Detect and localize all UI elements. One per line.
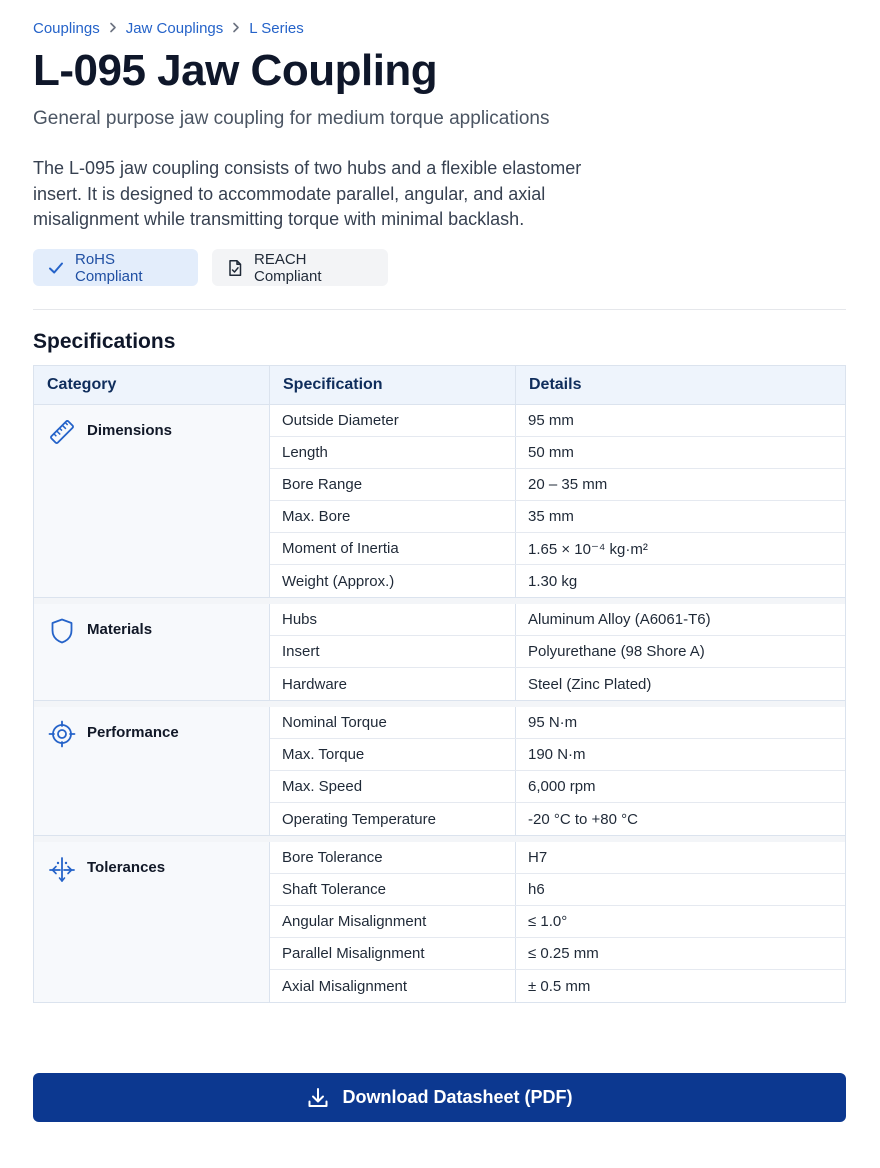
divider xyxy=(33,309,846,310)
spec-name: Length xyxy=(270,437,516,468)
table-row xyxy=(270,501,845,533)
column-header-specification: Specification xyxy=(270,366,516,404)
page-subtitle: General purpose jaw coupling for medium torque applications xyxy=(33,108,550,129)
table-row xyxy=(270,469,845,501)
spec-group-performance xyxy=(34,701,845,836)
table-row xyxy=(270,437,845,469)
chevron-right-icon xyxy=(229,21,243,36)
breadcrumb-link-jaw-couplings[interactable]: Jaw Couplings xyxy=(125,20,224,37)
spec-group-dimensions xyxy=(34,405,845,598)
spec-value: ± 0.5 mm xyxy=(528,977,591,995)
table-row xyxy=(270,604,845,636)
chevron-right-icon xyxy=(106,21,120,36)
spec-value: 95 mm xyxy=(528,412,574,429)
spec-value: Steel (Zinc Plated) xyxy=(528,675,652,693)
table-row xyxy=(270,803,845,835)
table-row xyxy=(270,906,845,938)
spec-value: H7 xyxy=(528,849,548,866)
table-row xyxy=(270,842,845,874)
category-label: Performance xyxy=(87,724,179,741)
spec-name: Operating Temperature xyxy=(270,803,516,835)
category-cell xyxy=(34,842,270,1002)
spec-group-materials xyxy=(34,598,845,701)
reach-badge xyxy=(212,249,388,286)
spec-value: ≤ 1.0° xyxy=(528,913,568,930)
breadcrumb-link-l-series[interactable]: L Series xyxy=(249,20,304,37)
table-row xyxy=(270,636,845,668)
ruler-icon xyxy=(47,417,77,447)
spec-name: Weight (Approx.) xyxy=(270,565,516,597)
table-row xyxy=(270,739,845,771)
download-datasheet-button[interactable] xyxy=(33,1073,846,1122)
reach-badge-label: REACH Compliant xyxy=(254,250,322,285)
spec-value: Aluminum Alloy (A6061-T6) xyxy=(528,611,711,628)
category-label: Materials xyxy=(87,621,153,638)
spec-value: 190 N·m xyxy=(528,746,586,763)
product-description: The L-095 jaw coupling consists of two hubs and a flexible elastomer insert. It is designed to accommodate parallel, angular, and axial misalignment while transmitting torque with minimal backlash. xyxy=(33,158,582,229)
spec-name: Outside Diameter xyxy=(270,405,516,436)
spec-value: 20 – 35 mm xyxy=(528,476,608,493)
column-header-category: Category xyxy=(34,366,270,404)
spec-name: Bore Tolerance xyxy=(270,842,516,873)
check-icon xyxy=(47,259,65,277)
table-row xyxy=(270,405,845,437)
download-icon xyxy=(306,1086,330,1110)
table-row xyxy=(270,874,845,906)
spec-name: Parallel Misalignment xyxy=(270,938,516,969)
spec-value: h6 xyxy=(528,881,545,898)
spec-name: Max. Torque xyxy=(270,739,516,770)
table-row xyxy=(270,771,845,803)
compliance-badges xyxy=(33,249,388,286)
table-row xyxy=(270,565,845,597)
rohs-badge xyxy=(33,249,198,286)
breadcrumb xyxy=(33,20,304,37)
download-button-label: Download Datasheet (PDF) xyxy=(342,1087,573,1107)
tolerance-icon xyxy=(47,854,77,884)
spec-name: Max. Speed xyxy=(270,771,516,802)
spec-name: Hubs xyxy=(270,604,516,635)
spec-name: Nominal Torque xyxy=(270,707,516,738)
table-row xyxy=(270,707,845,739)
target-icon xyxy=(47,719,77,749)
table-row xyxy=(270,970,845,1002)
spec-group-tolerances xyxy=(34,836,845,1002)
specifications-heading: Specifications xyxy=(33,330,176,353)
document-icon xyxy=(226,259,244,277)
breadcrumb-link-couplings[interactable]: Couplings xyxy=(33,20,100,37)
specifications-table xyxy=(33,365,846,1003)
category-cell xyxy=(34,707,270,835)
spec-name: Insert xyxy=(270,636,516,667)
spec-name: Bore Range xyxy=(270,469,516,500)
spec-value: 95 N·m xyxy=(528,714,578,731)
spec-rows xyxy=(270,842,845,1002)
spec-name: Shaft Tolerance xyxy=(270,874,516,905)
spec-rows xyxy=(270,604,845,700)
table-row xyxy=(270,938,845,970)
category-cell xyxy=(34,604,270,700)
spec-value: 50 mm xyxy=(528,444,574,461)
category-label: Tolerances xyxy=(87,859,166,876)
column-header-details: Details xyxy=(529,376,582,393)
spec-name: Moment of Inertia xyxy=(270,533,516,564)
spec-value: 35 mm xyxy=(528,508,574,525)
rohs-badge-label: RoHS Compliant xyxy=(75,250,143,285)
page-title: L-095 Jaw Coupling xyxy=(33,46,438,95)
category-label: Dimensions xyxy=(87,422,173,439)
spec-name: Axial Misalignment xyxy=(270,970,516,1002)
shield-icon xyxy=(47,616,77,646)
spec-value: ≤ 0.25 mm xyxy=(528,945,599,962)
table-row xyxy=(270,668,845,700)
spec-value: 1.30 kg xyxy=(528,572,578,590)
spec-name: Hardware xyxy=(270,668,516,700)
spec-value: 6,000 rpm xyxy=(528,778,596,795)
spec-rows xyxy=(270,405,845,597)
table-row xyxy=(270,533,845,565)
spec-name: Angular Misalignment xyxy=(270,906,516,937)
spec-rows xyxy=(270,707,845,835)
spec-value: Polyurethane (98 Shore A) xyxy=(528,643,705,660)
spec-value: 1.65 × 10⁻⁴ kg·m² xyxy=(528,540,648,558)
spec-value: -20 °C to +80 °C xyxy=(528,810,638,828)
category-cell xyxy=(34,405,270,597)
spec-name: Max. Bore xyxy=(270,501,516,532)
table-header xyxy=(34,366,845,405)
